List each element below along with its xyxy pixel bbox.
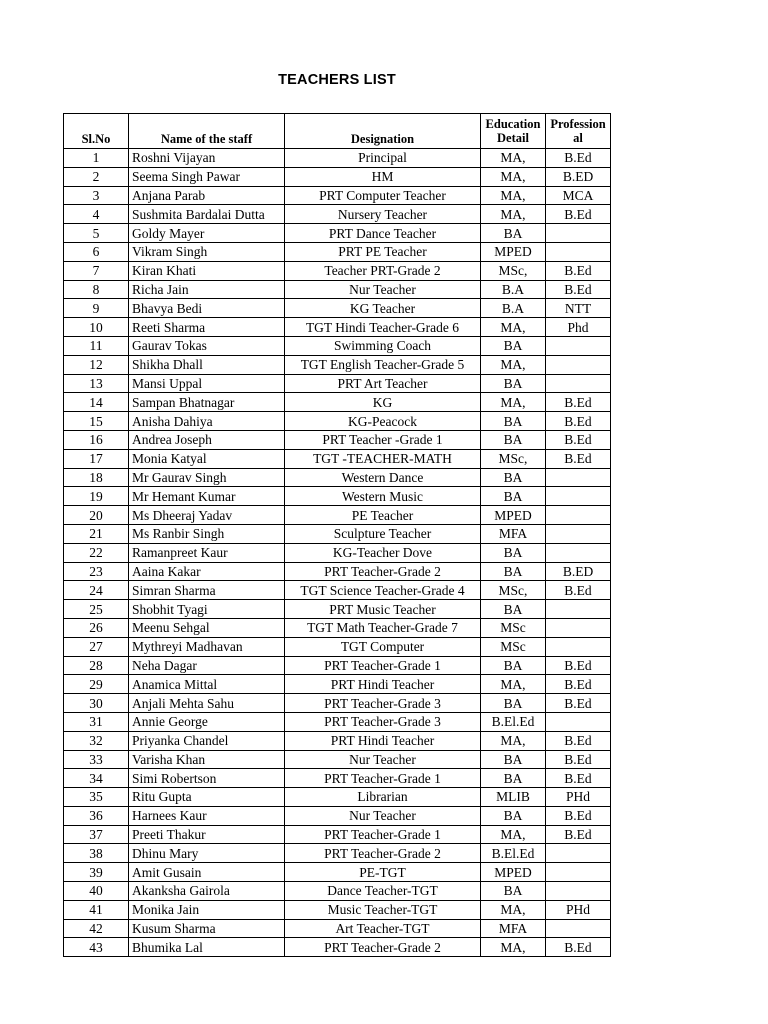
cell-professional bbox=[546, 487, 611, 506]
cell-designation: Music Teacher-TGT bbox=[285, 900, 481, 919]
cell-education: MSc bbox=[481, 618, 546, 637]
cell-education: MA, bbox=[481, 731, 546, 750]
cell-professional bbox=[546, 600, 611, 619]
cell-professional: MCA bbox=[546, 186, 611, 205]
table-row bbox=[64, 882, 611, 901]
cell-sl-no: 23 bbox=[64, 562, 129, 581]
cell-staff-name: Vikram Singh bbox=[129, 242, 285, 261]
cell-education: BA bbox=[481, 412, 546, 431]
column-header-sl-no: Sl.No bbox=[64, 114, 129, 149]
cell-staff-name: Gaurav Tokas bbox=[129, 336, 285, 355]
table-row bbox=[64, 430, 611, 449]
table-row bbox=[64, 318, 611, 337]
cell-professional bbox=[546, 224, 611, 243]
cell-education: MFA bbox=[481, 524, 546, 543]
teachers-table bbox=[63, 113, 611, 957]
cell-sl-no: 12 bbox=[64, 355, 129, 374]
cell-staff-name: Bhavya Bedi bbox=[129, 299, 285, 318]
cell-staff-name: Aaina Kakar bbox=[129, 562, 285, 581]
table-row bbox=[64, 149, 611, 168]
cell-staff-name: Simran Sharma bbox=[129, 581, 285, 600]
cell-designation: TGT English Teacher-Grade 5 bbox=[285, 355, 481, 374]
table-row bbox=[64, 393, 611, 412]
cell-professional: B.Ed bbox=[546, 449, 611, 468]
cell-education: MSc, bbox=[481, 581, 546, 600]
cell-staff-name: Goldy Mayer bbox=[129, 224, 285, 243]
cell-education: MLIB bbox=[481, 788, 546, 807]
cell-staff-name: Preeti Thakur bbox=[129, 825, 285, 844]
cell-designation: Nur Teacher bbox=[285, 750, 481, 769]
cell-sl-no: 11 bbox=[64, 336, 129, 355]
cell-professional: B.Ed bbox=[546, 261, 611, 280]
cell-designation: PRT Teacher-Grade 2 bbox=[285, 844, 481, 863]
column-header-professional: Profession al bbox=[546, 114, 611, 149]
cell-staff-name: Ms Ranbir Singh bbox=[129, 524, 285, 543]
cell-designation: PRT PE Teacher bbox=[285, 242, 481, 261]
cell-professional bbox=[546, 882, 611, 901]
cell-education: BA bbox=[481, 656, 546, 675]
cell-sl-no: 25 bbox=[64, 600, 129, 619]
cell-professional: PHd bbox=[546, 900, 611, 919]
table-row bbox=[64, 449, 611, 468]
cell-sl-no: 1 bbox=[64, 149, 129, 168]
cell-sl-no: 15 bbox=[64, 412, 129, 431]
cell-sl-no: 22 bbox=[64, 543, 129, 562]
cell-sl-no: 3 bbox=[64, 186, 129, 205]
cell-professional bbox=[546, 863, 611, 882]
table-row bbox=[64, 336, 611, 355]
column-header-designation: Designation bbox=[285, 114, 481, 149]
table-row bbox=[64, 205, 611, 224]
cell-designation: PRT Teacher-Grade 1 bbox=[285, 769, 481, 788]
cell-professional bbox=[546, 242, 611, 261]
cell-education: B.El.Ed bbox=[481, 712, 546, 731]
cell-sl-no: 8 bbox=[64, 280, 129, 299]
cell-education: MA, bbox=[481, 149, 546, 168]
cell-designation: TGT Science Teacher-Grade 4 bbox=[285, 581, 481, 600]
cell-staff-name: Bhumika Lal bbox=[129, 938, 285, 957]
cell-education: MA, bbox=[481, 393, 546, 412]
cell-sl-no: 17 bbox=[64, 449, 129, 468]
cell-designation: Teacher PRT-Grade 2 bbox=[285, 261, 481, 280]
cell-staff-name: Anjali Mehta Sahu bbox=[129, 694, 285, 713]
cell-professional: B.Ed bbox=[546, 280, 611, 299]
cell-sl-no: 38 bbox=[64, 844, 129, 863]
table-row bbox=[64, 167, 611, 186]
cell-sl-no: 7 bbox=[64, 261, 129, 280]
cell-staff-name: Monika Jain bbox=[129, 900, 285, 919]
table-row bbox=[64, 806, 611, 825]
cell-designation: Principal bbox=[285, 149, 481, 168]
table-row bbox=[64, 468, 611, 487]
table-row bbox=[64, 562, 611, 581]
cell-staff-name: Seema Singh Pawar bbox=[129, 167, 285, 186]
table-row bbox=[64, 788, 611, 807]
cell-staff-name: Sampan Bhatnagar bbox=[129, 393, 285, 412]
cell-staff-name: Ms Dheeraj Yadav bbox=[129, 506, 285, 525]
cell-sl-no: 9 bbox=[64, 299, 129, 318]
cell-professional: B.Ed bbox=[546, 393, 611, 412]
cell-education: MSc bbox=[481, 637, 546, 656]
cell-designation: Art Teacher-TGT bbox=[285, 919, 481, 938]
cell-sl-no: 4 bbox=[64, 205, 129, 224]
cell-staff-name: Sushmita Bardalai Dutta bbox=[129, 205, 285, 224]
table-row bbox=[64, 769, 611, 788]
cell-education: MA, bbox=[481, 167, 546, 186]
cell-education: BA bbox=[481, 224, 546, 243]
cell-staff-name: Roshni Vijayan bbox=[129, 149, 285, 168]
cell-sl-no: 43 bbox=[64, 938, 129, 957]
cell-professional: B.Ed bbox=[546, 750, 611, 769]
cell-education: BA bbox=[481, 430, 546, 449]
cell-education: MSc, bbox=[481, 261, 546, 280]
table-row bbox=[64, 524, 611, 543]
cell-education: BA bbox=[481, 750, 546, 769]
cell-sl-no: 24 bbox=[64, 581, 129, 600]
cell-education: BA bbox=[481, 468, 546, 487]
cell-designation: Nur Teacher bbox=[285, 806, 481, 825]
cell-education: B.A bbox=[481, 280, 546, 299]
table-row bbox=[64, 656, 611, 675]
table-row bbox=[64, 280, 611, 299]
cell-designation: PRT Teacher-Grade 3 bbox=[285, 712, 481, 731]
cell-staff-name: Monia Katyal bbox=[129, 449, 285, 468]
cell-staff-name: Shobhit Tyagi bbox=[129, 600, 285, 619]
cell-professional: B.Ed bbox=[546, 938, 611, 957]
cell-sl-no: 33 bbox=[64, 750, 129, 769]
cell-professional: B.Ed bbox=[546, 412, 611, 431]
cell-sl-no: 32 bbox=[64, 731, 129, 750]
cell-professional bbox=[546, 637, 611, 656]
cell-professional bbox=[546, 468, 611, 487]
cell-sl-no: 42 bbox=[64, 919, 129, 938]
table-row bbox=[64, 750, 611, 769]
cell-staff-name: Anisha Dahiya bbox=[129, 412, 285, 431]
cell-education: MPED bbox=[481, 863, 546, 882]
cell-sl-no: 40 bbox=[64, 882, 129, 901]
cell-sl-no: 21 bbox=[64, 524, 129, 543]
cell-sl-no: 14 bbox=[64, 393, 129, 412]
cell-sl-no: 26 bbox=[64, 618, 129, 637]
cell-designation: PRT Art Teacher bbox=[285, 374, 481, 393]
cell-sl-no: 19 bbox=[64, 487, 129, 506]
cell-staff-name: Shikha Dhall bbox=[129, 355, 285, 374]
cell-sl-no: 31 bbox=[64, 712, 129, 731]
cell-staff-name: Meenu Sehgal bbox=[129, 618, 285, 637]
table-row bbox=[64, 242, 611, 261]
cell-education: BA bbox=[481, 769, 546, 788]
cell-sl-no: 2 bbox=[64, 167, 129, 186]
page-title: TEACHERS LIST bbox=[278, 72, 396, 88]
cell-staff-name: Anjana Parab bbox=[129, 186, 285, 205]
table-row bbox=[64, 374, 611, 393]
cell-education: BA bbox=[481, 487, 546, 506]
cell-professional: B.Ed bbox=[546, 581, 611, 600]
table-row bbox=[64, 543, 611, 562]
cell-professional bbox=[546, 336, 611, 355]
table-row bbox=[64, 186, 611, 205]
cell-sl-no: 39 bbox=[64, 863, 129, 882]
cell-staff-name: Mr Hemant Kumar bbox=[129, 487, 285, 506]
cell-professional: B.Ed bbox=[546, 731, 611, 750]
table-row bbox=[64, 581, 611, 600]
cell-professional: B.Ed bbox=[546, 825, 611, 844]
cell-designation: HM bbox=[285, 167, 481, 186]
cell-professional: B.Ed bbox=[546, 769, 611, 788]
cell-professional bbox=[546, 712, 611, 731]
cell-professional: PHd bbox=[546, 788, 611, 807]
table-row bbox=[64, 863, 611, 882]
cell-designation: PRT Teacher-Grade 2 bbox=[285, 938, 481, 957]
cell-designation: TGT Math Teacher-Grade 7 bbox=[285, 618, 481, 637]
table-row bbox=[64, 900, 611, 919]
cell-professional bbox=[546, 524, 611, 543]
cell-professional: B.Ed bbox=[546, 656, 611, 675]
cell-education: B.A bbox=[481, 299, 546, 318]
table-body bbox=[64, 149, 611, 957]
cell-professional bbox=[546, 506, 611, 525]
cell-sl-no: 30 bbox=[64, 694, 129, 713]
cell-designation: TGT -TEACHER-MATH bbox=[285, 449, 481, 468]
table-row bbox=[64, 600, 611, 619]
cell-staff-name: Ramanpreet Kaur bbox=[129, 543, 285, 562]
table-row bbox=[64, 938, 611, 957]
table-row bbox=[64, 618, 611, 637]
table-row bbox=[64, 694, 611, 713]
cell-sl-no: 35 bbox=[64, 788, 129, 807]
cell-education: BA bbox=[481, 562, 546, 581]
cell-designation: KG-Teacher Dove bbox=[285, 543, 481, 562]
table-row bbox=[64, 487, 611, 506]
cell-staff-name: Ritu Gupta bbox=[129, 788, 285, 807]
cell-staff-name: Varisha Khan bbox=[129, 750, 285, 769]
cell-staff-name: Priyanka Chandel bbox=[129, 731, 285, 750]
cell-education: MFA bbox=[481, 919, 546, 938]
cell-education: MA, bbox=[481, 186, 546, 205]
cell-education: MA, bbox=[481, 318, 546, 337]
cell-designation: PRT Hindi Teacher bbox=[285, 731, 481, 750]
cell-professional: Phd bbox=[546, 318, 611, 337]
cell-professional bbox=[546, 919, 611, 938]
table-row bbox=[64, 224, 611, 243]
cell-designation: PRT Dance Teacher bbox=[285, 224, 481, 243]
cell-designation: Swimming Coach bbox=[285, 336, 481, 355]
cell-sl-no: 41 bbox=[64, 900, 129, 919]
cell-education: B.El.Ed bbox=[481, 844, 546, 863]
cell-designation: KG Teacher bbox=[285, 299, 481, 318]
cell-professional: B.Ed bbox=[546, 806, 611, 825]
cell-staff-name: Mr Gaurav Singh bbox=[129, 468, 285, 487]
cell-sl-no: 18 bbox=[64, 468, 129, 487]
cell-sl-no: 27 bbox=[64, 637, 129, 656]
cell-sl-no: 20 bbox=[64, 506, 129, 525]
cell-education: BA bbox=[481, 882, 546, 901]
cell-designation: KG bbox=[285, 393, 481, 412]
cell-professional: B.Ed bbox=[546, 675, 611, 694]
cell-designation: Dance Teacher-TGT bbox=[285, 882, 481, 901]
cell-education: BA bbox=[481, 336, 546, 355]
cell-staff-name: Andrea Joseph bbox=[129, 430, 285, 449]
table-row bbox=[64, 675, 611, 694]
table-row bbox=[64, 731, 611, 750]
table-row bbox=[64, 412, 611, 431]
cell-designation: Nur Teacher bbox=[285, 280, 481, 299]
cell-sl-no: 29 bbox=[64, 675, 129, 694]
table-row bbox=[64, 261, 611, 280]
cell-education: MA, bbox=[481, 205, 546, 224]
cell-designation: PRT Hindi Teacher bbox=[285, 675, 481, 694]
cell-professional: B.ED bbox=[546, 562, 611, 581]
cell-staff-name: Kusum Sharma bbox=[129, 919, 285, 938]
cell-designation: PE Teacher bbox=[285, 506, 481, 525]
cell-professional: B.Ed bbox=[546, 430, 611, 449]
cell-staff-name: Harnees Kaur bbox=[129, 806, 285, 825]
cell-education: MA, bbox=[481, 825, 546, 844]
cell-education: BA bbox=[481, 694, 546, 713]
cell-education: MA, bbox=[481, 938, 546, 957]
cell-professional bbox=[546, 543, 611, 562]
table-row bbox=[64, 299, 611, 318]
cell-professional bbox=[546, 618, 611, 637]
cell-education: MSc, bbox=[481, 449, 546, 468]
cell-professional: B.Ed bbox=[546, 205, 611, 224]
cell-sl-no: 5 bbox=[64, 224, 129, 243]
cell-designation: PRT Teacher-Grade 1 bbox=[285, 825, 481, 844]
cell-sl-no: 10 bbox=[64, 318, 129, 337]
cell-staff-name: Akanksha Gairola bbox=[129, 882, 285, 901]
cell-designation: PRT Computer Teacher bbox=[285, 186, 481, 205]
cell-designation: Sculpture Teacher bbox=[285, 524, 481, 543]
cell-staff-name: Anamica Mittal bbox=[129, 675, 285, 694]
cell-designation: Western Dance bbox=[285, 468, 481, 487]
cell-staff-name: Neha Dagar bbox=[129, 656, 285, 675]
cell-sl-no: 28 bbox=[64, 656, 129, 675]
cell-designation: KG-Peacock bbox=[285, 412, 481, 431]
table-header-row bbox=[64, 114, 611, 149]
cell-staff-name: Kiran Khati bbox=[129, 261, 285, 280]
cell-designation: Librarian bbox=[285, 788, 481, 807]
cell-education: MA, bbox=[481, 675, 546, 694]
cell-staff-name: Dhinu Mary bbox=[129, 844, 285, 863]
cell-designation: PRT Teacher-Grade 2 bbox=[285, 562, 481, 581]
table-row bbox=[64, 712, 611, 731]
cell-sl-no: 6 bbox=[64, 242, 129, 261]
cell-designation: TGT Hindi Teacher-Grade 6 bbox=[285, 318, 481, 337]
cell-staff-name: Reeti Sharma bbox=[129, 318, 285, 337]
cell-designation: PRT Teacher-Grade 1 bbox=[285, 656, 481, 675]
cell-professional bbox=[546, 844, 611, 863]
cell-sl-no: 36 bbox=[64, 806, 129, 825]
cell-education: BA bbox=[481, 374, 546, 393]
cell-staff-name: Mythreyi Madhavan bbox=[129, 637, 285, 656]
cell-professional: B.Ed bbox=[546, 149, 611, 168]
table-row bbox=[64, 637, 611, 656]
cell-designation: PRT Music Teacher bbox=[285, 600, 481, 619]
table-row bbox=[64, 919, 611, 938]
cell-education: MPED bbox=[481, 242, 546, 261]
cell-education: MA, bbox=[481, 900, 546, 919]
cell-staff-name: Simi Robertson bbox=[129, 769, 285, 788]
cell-staff-name: Amit Gusain bbox=[129, 863, 285, 882]
table-row bbox=[64, 506, 611, 525]
cell-designation: Nursery Teacher bbox=[285, 205, 481, 224]
table-row bbox=[64, 355, 611, 374]
cell-professional bbox=[546, 374, 611, 393]
column-header-education: Education Detail bbox=[481, 114, 546, 149]
table-row bbox=[64, 825, 611, 844]
cell-education: BA bbox=[481, 543, 546, 562]
cell-professional: NTT bbox=[546, 299, 611, 318]
cell-sl-no: 34 bbox=[64, 769, 129, 788]
cell-designation: TGT Computer bbox=[285, 637, 481, 656]
cell-staff-name: Mansi Uppal bbox=[129, 374, 285, 393]
cell-professional: B.ED bbox=[546, 167, 611, 186]
cell-education: BA bbox=[481, 600, 546, 619]
cell-sl-no: 16 bbox=[64, 430, 129, 449]
column-header-name: Name of the staff bbox=[129, 114, 285, 149]
cell-education: MPED bbox=[481, 506, 546, 525]
cell-professional bbox=[546, 355, 611, 374]
cell-education: BA bbox=[481, 806, 546, 825]
cell-sl-no: 37 bbox=[64, 825, 129, 844]
cell-designation: PE-TGT bbox=[285, 863, 481, 882]
cell-staff-name: Annie George bbox=[129, 712, 285, 731]
cell-professional: B.Ed bbox=[546, 694, 611, 713]
cell-staff-name: Richa Jain bbox=[129, 280, 285, 299]
cell-designation: Western Music bbox=[285, 487, 481, 506]
table-row bbox=[64, 844, 611, 863]
cell-education: MA, bbox=[481, 355, 546, 374]
cell-sl-no: 13 bbox=[64, 374, 129, 393]
cell-designation: PRT Teacher-Grade 3 bbox=[285, 694, 481, 713]
cell-designation: PRT Teacher -Grade 1 bbox=[285, 430, 481, 449]
